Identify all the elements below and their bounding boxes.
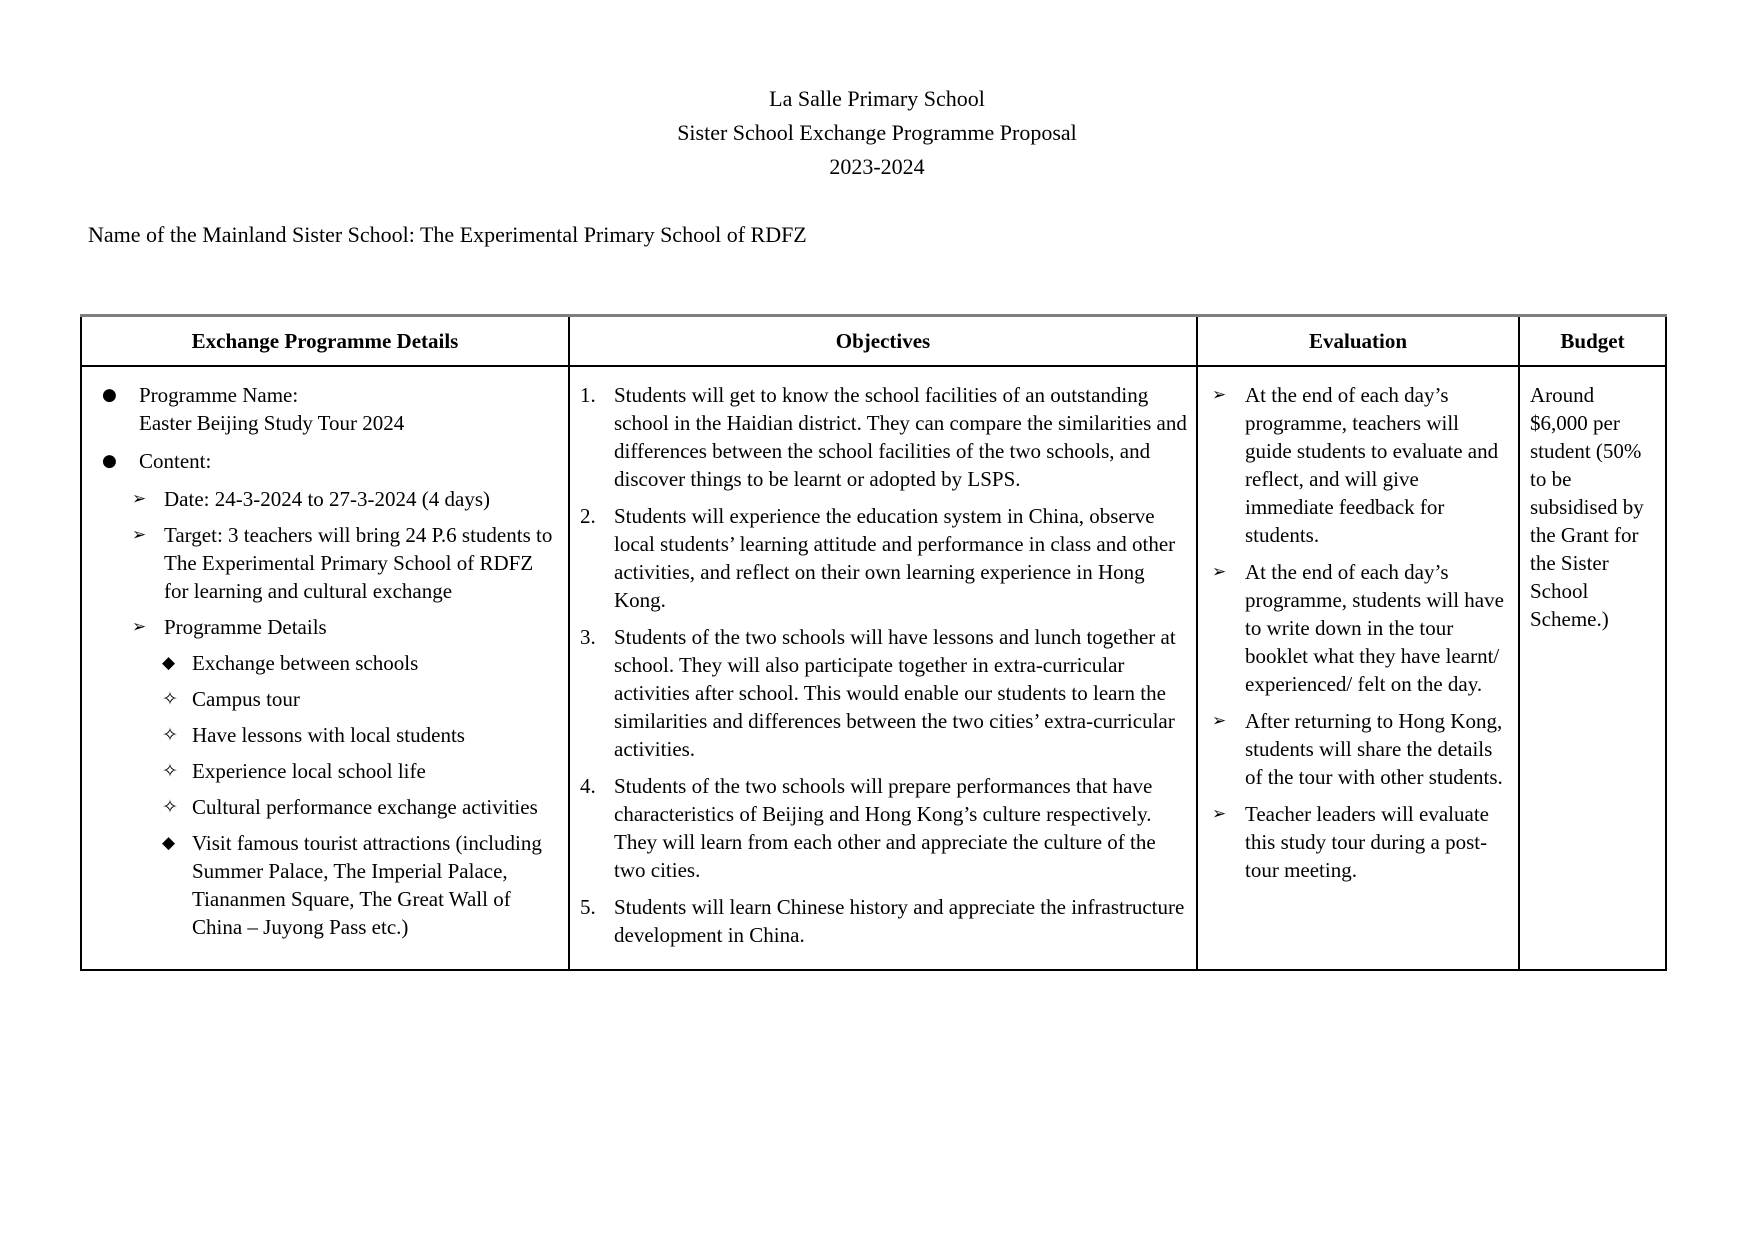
- objective-text: Students of the two schools will prepare performances that have characteristics of Beijing and Hong Kong’s culture respectively. They will learn from each other and appreciate the culture of the two cities.: [614, 774, 1156, 882]
- objective-number: 3.: [580, 625, 596, 649]
- list-item-visit-tourist-attractions: [162, 829, 560, 941]
- list-item-exchange-between-schools: [162, 649, 560, 677]
- arrow-bullet-icon: ➢: [1212, 385, 1227, 405]
- budget-cell: [1519, 366, 1666, 970]
- arrow-bullet-icon: ➢: [132, 525, 147, 545]
- list-item-programme-details: [132, 613, 560, 641]
- sister-school-name-line: Name of the Mainland Sister School: The Experimental Primary School of RDFZ: [88, 222, 807, 247]
- title-programme-name: Sister School Exchange Programme Proposal: [677, 120, 1077, 145]
- evaluation-item-2: [1212, 558, 1510, 698]
- programme-proposal-table: [80, 314, 1667, 971]
- objective-text: Students will experience the education system in China, observe local students’ learning attitude and performance in class and other activities, and reflect on their own learning experience in Hong Kong.: [614, 504, 1176, 612]
- list-item-lessons-with-local-students: [162, 721, 560, 749]
- header-exchange-programme-details: Exchange Programme Details: [81, 316, 569, 367]
- evaluation-text: At the end of each day’s programme, teachers will guide students to evaluate and reflect, and will give immediate feedback for students.: [1245, 383, 1499, 547]
- list-item-date: [132, 485, 560, 513]
- objective-item-4: [580, 772, 1188, 884]
- open-star-bullet-icon: ✧: [162, 760, 178, 782]
- evaluation-cell: [1197, 366, 1519, 970]
- arrow-bullet-icon: ➢: [132, 489, 147, 509]
- evaluation-item-3: [1212, 707, 1510, 791]
- objective-text: Students will get to know the school facilities of an outstanding school in the Haidian district. They can compare the similarities and differences between the school facilities of the two schools, and discover things to be learnt or adopted by LSPS.: [614, 383, 1187, 491]
- visit-tourist-attractions-text: Visit famous tourist attractions (including Summer Palace, The Imperial Palace, Tiananmen Square, The Great Wall of China – Juyong Pass etc.): [192, 831, 542, 939]
- open-star-bullet-icon: ✧: [162, 688, 178, 710]
- cultural-performance-text: Cultural performance exchange activities: [192, 795, 538, 819]
- list-item-programme-name: [102, 381, 560, 437]
- filled-diamond-bullet-icon: ◆: [162, 653, 176, 673]
- programme-name-value: Easter Beijing Study Tour 2024: [139, 411, 405, 435]
- filled-diamond-bullet-icon: ◆: [162, 833, 176, 853]
- evaluation-item-4: [1212, 800, 1510, 884]
- header-budget: Budget: [1519, 316, 1666, 367]
- evaluation-text: At the end of each day’s programme, students will have to write down in the tour booklet what they have learnt/ experienced/ felt on the day.: [1245, 560, 1504, 696]
- table-body-row: [81, 366, 1666, 970]
- objective-number: 4.: [580, 774, 596, 798]
- objective-text: Students will learn Chinese history and appreciate the infrastructure development in China.: [614, 895, 1185, 947]
- evaluation-text: After returning to Hong Kong, students will share the details of the tour with other students.: [1245, 709, 1503, 789]
- arrow-bullet-icon: ➢: [1212, 804, 1227, 824]
- lessons-with-local-students-text: Have lessons with local students: [192, 723, 465, 747]
- target-text: Target: 3 teachers will bring 24 P.6 students to The Experimental Primary School of RDFZ for learning and cultural exchange: [164, 523, 553, 603]
- objective-text: Students of the two schools will have lessons and lunch together at school. They will also participate together in extra-curricular activities after school. This would enable our students to learn the similarities and differences between the two cities’ extra-curricular activities.: [614, 625, 1176, 761]
- list-item-target: [132, 521, 560, 605]
- programme-details-text: Programme Details: [164, 615, 327, 639]
- content-heading-label: Content:: [139, 449, 212, 473]
- objective-item-3: [580, 623, 1188, 763]
- budget-text: Around $6,000 per student (50% to be subsidised by the Grant for the Sister School Scheme.): [1530, 383, 1644, 631]
- header-objectives: Objectives: [569, 316, 1197, 367]
- objective-item-5: [580, 893, 1188, 949]
- objective-item-1: [580, 381, 1188, 493]
- details-cell: [81, 366, 569, 970]
- arrow-bullet-icon: ➢: [132, 617, 147, 637]
- list-item-cultural-performance: [162, 793, 560, 821]
- programme-name-label: Programme Name:: [139, 383, 299, 407]
- open-star-bullet-icon: ✧: [162, 724, 178, 746]
- circle-bullet-icon: ●: [102, 385, 117, 405]
- title-school-name: La Salle Primary School: [769, 86, 985, 111]
- list-item-content-heading: [102, 447, 560, 475]
- objective-number: 5.: [580, 895, 596, 919]
- title-year: 2023-2024: [829, 154, 925, 179]
- evaluation-item-1: [1212, 381, 1510, 549]
- document-title-block: [0, 0, 1754, 184]
- objective-number: 2.: [580, 504, 596, 528]
- campus-tour-text: Campus tour: [192, 687, 300, 711]
- experience-local-school-life-text: Experience local school life: [192, 759, 426, 783]
- objectives-cell: [569, 366, 1197, 970]
- list-item-campus-tour: [162, 685, 560, 713]
- open-star-bullet-icon: ✧: [162, 796, 178, 818]
- arrow-bullet-icon: ➢: [1212, 562, 1227, 582]
- exchange-between-schools-text: Exchange between schools: [192, 651, 419, 675]
- date-text: Date: 24-3-2024 to 27-3-2024 (4 days): [164, 487, 491, 511]
- list-item-experience-local-school-life: [162, 757, 560, 785]
- objective-item-2: [580, 502, 1188, 614]
- arrow-bullet-icon: ➢: [1212, 711, 1227, 731]
- circle-bullet-icon: ●: [102, 451, 117, 471]
- header-evaluation: Evaluation: [1197, 316, 1519, 367]
- table-header-row: [81, 316, 1666, 367]
- objective-number: 1.: [580, 383, 596, 407]
- evaluation-text: Teacher leaders will evaluate this study tour during a post-tour meeting.: [1245, 802, 1489, 882]
